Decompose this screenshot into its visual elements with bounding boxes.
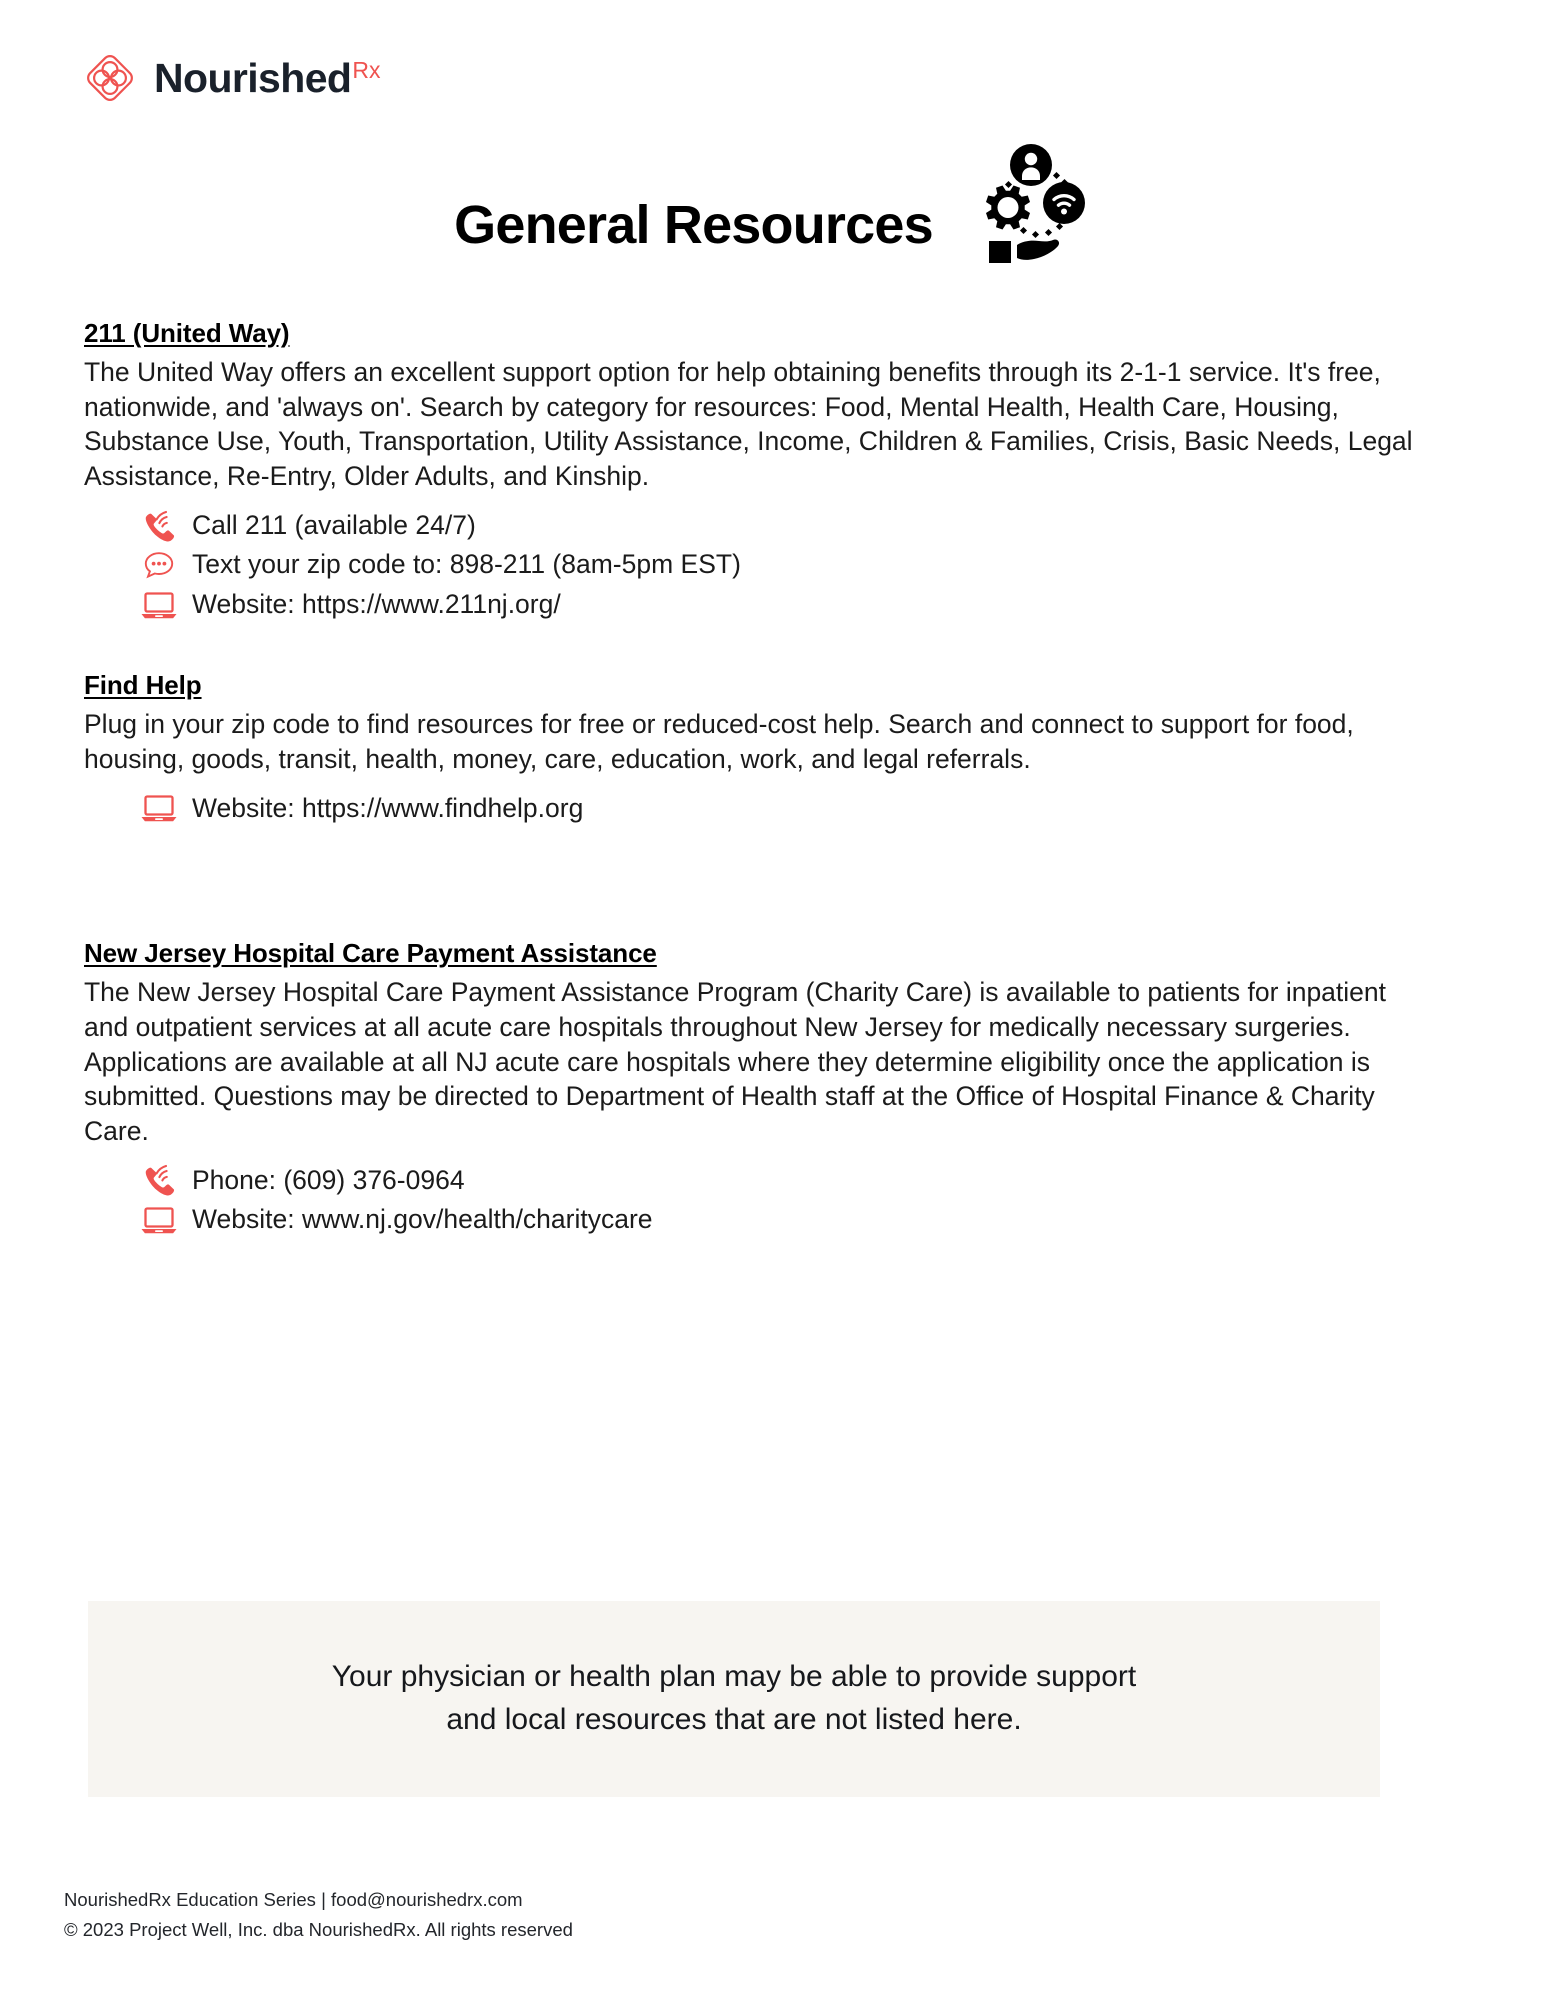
contact-text: Website: https://www.211nj.org/ — [192, 588, 561, 619]
brand-logo — [84, 52, 380, 104]
laptop-icon — [139, 588, 179, 622]
callout-line-2: and local resources that are not listed here. — [446, 1703, 1022, 1736]
page-title: General Resources — [454, 195, 933, 255]
contact-item-website[interactable] — [139, 791, 1464, 827]
section-find-help — [84, 670, 1464, 826]
contact-list — [84, 508, 1464, 623]
contact-list — [84, 1163, 1464, 1238]
section-heading: 211 (United Way) — [84, 318, 290, 348]
hand-holding-user-gear-wifi-network-icon — [959, 140, 1091, 272]
brand-suffix: Rx — [352, 56, 381, 83]
section-nj-hospital-care-payment-assistance — [84, 938, 1464, 1238]
contact-item-phone[interactable] — [139, 1163, 1464, 1199]
contact-text: Website: www.nj.gov/health/charitycare — [192, 1204, 653, 1235]
section-body: The New Jersey Hospital Care Payment Assistance Program (Charity Care) is available to patients for inpatient and outpatient services at all acute care hospitals throughout New Jersey for medically necessary surgeries. Applications are available at all NJ acute care hospitals where they determine eligibility once the application is submitted. Questions may be directed to Department of Health staff at the Office of Hospital Finance & Charity Care. — [84, 977, 1387, 1147]
brand-name: Nourished — [154, 54, 352, 101]
contact-item-website[interactable] — [139, 1202, 1464, 1238]
page-header — [0, 178, 1545, 272]
section-211-united-way — [84, 318, 1464, 622]
section-heading: New Jersey Hospital Care Payment Assistance — [84, 938, 657, 969]
spacer — [84, 830, 1464, 938]
footer-line-2: © 2023 Project Well, Inc. dba NourishedRx. All rights reserved — [64, 1918, 573, 1940]
callout-box — [88, 1601, 1380, 1797]
phone-ringing-icon — [139, 1163, 179, 1197]
content-area — [84, 318, 1464, 1242]
contact-list — [84, 791, 1464, 827]
contact-item-text[interactable] — [139, 547, 1464, 583]
contact-text: Text your zip code to: 898-211 (8am-5pm EST) — [192, 549, 741, 580]
contact-text: Call 211 (available 24/7) — [192, 509, 476, 540]
laptop-icon — [139, 791, 179, 825]
laptop-icon — [139, 1203, 179, 1237]
chat-bubble-icon — [139, 548, 179, 582]
spacer — [84, 626, 1464, 670]
section-heading: Find Help — [84, 670, 202, 701]
nourishedrx-flower-diamond-logo-icon — [84, 52, 136, 104]
section-body: The United Way offers an excellent support option for help obtaining benefits through its 2-1-1 service. It's free, nationwide, and 'always on'. Search by category for resources: Food, Mental Health, Health Care, Housing, Substance Use, Youth, Transportation, Utility Assistance, Income, Children & Families, Crisis, Basic Needs, Legal Assistance, Re-Entry, Older Adults, and Kinship. — [84, 357, 1413, 492]
section-body: Plug in your zip code to find resources for free or reduced-cost help. Search and connect to support for food, housing, goods, transit, health, money, care, education, work, and legal referrals. — [84, 709, 1354, 775]
contact-item-website[interactable] — [139, 587, 1464, 623]
contact-text: Phone: (609) 376-0964 — [192, 1164, 465, 1195]
contact-text: Website: https://www.findhelp.org — [192, 792, 584, 823]
contact-item-phone[interactable] — [139, 508, 1464, 544]
page-footer — [64, 1885, 573, 1945]
phone-ringing-icon — [139, 509, 179, 543]
footer-line-1: NourishedRx Education Series | food@nourishedrx.com — [64, 1889, 523, 1910]
callout-line-1: Your physician or health plan may be able to provide support — [331, 1660, 1137, 1694]
